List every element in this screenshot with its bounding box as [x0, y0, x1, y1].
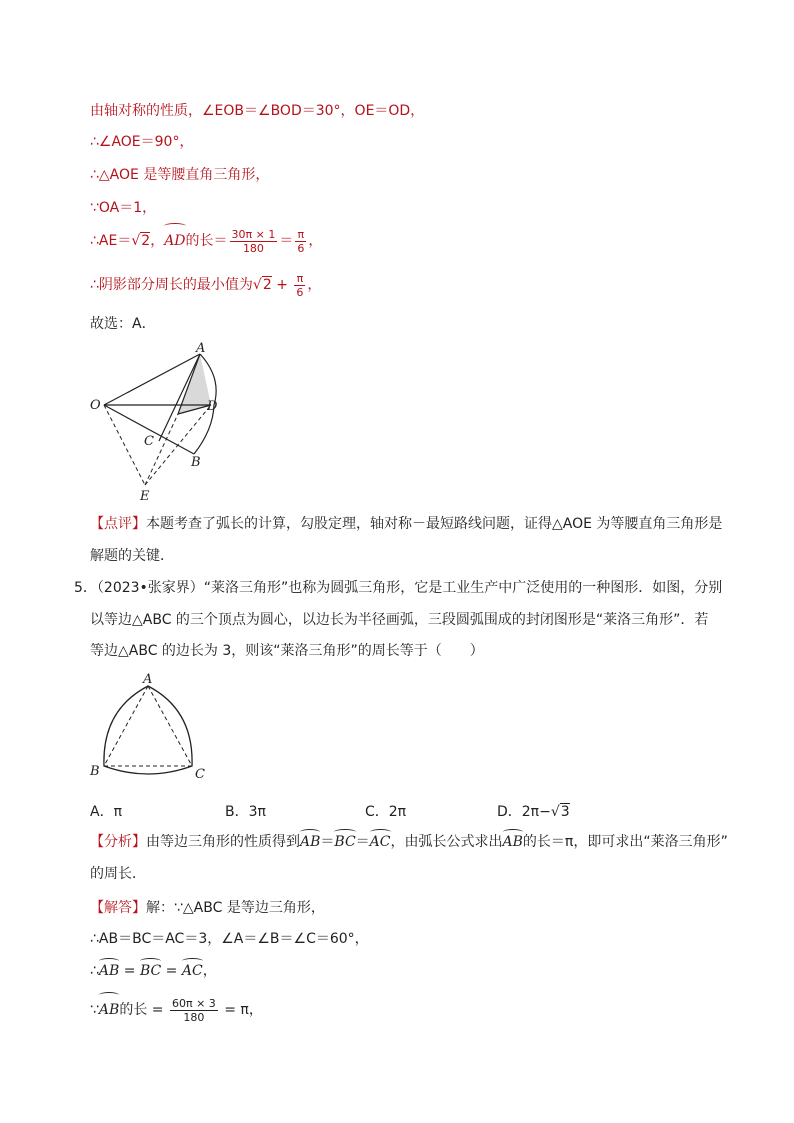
answer-line-3: ∴AB = BC = AC， [90, 963, 217, 979]
question-5-line-3: 等边△ABC 的边长为 3，则该“莱洛三角形”的周长等于（ ） [90, 643, 484, 659]
comment-tag: 【点评】 [90, 516, 146, 532]
point-label-o: O [90, 398, 101, 413]
fraction-60pi: $\frac{60\pi \times 3}{180}$ [171, 996, 216, 1024]
question-5-line-1: 5．（2023•张家界）“莱洛三角形”也称为圆弧三角形，它是工业生产中广泛使用的一种图形．如图，分别 [74, 580, 723, 596]
choice-line: 故选：A． [90, 316, 156, 332]
solution-line-4: ∵OA＝1， [90, 200, 157, 216]
point-label-d: D [207, 399, 218, 414]
triangle-label-b: B [90, 764, 100, 779]
geometry-figure-1 [88, 338, 238, 503]
solution-line-2: ∴∠AOE＝90°， [90, 134, 194, 150]
point-label-e: E [140, 489, 150, 503]
ae-prefix: ∴AE＝ [90, 233, 132, 249]
point-label-b: B [191, 455, 201, 470]
answer-line-1: 【解答】解：∵△ABC 是等边三角形， [90, 900, 325, 916]
analysis-line-2: 的周长． [90, 866, 146, 882]
comment-line-1: 【点评】本题考查了弧长的计算，勾股定理，轴对称－最短路线问题，证得△AOE 为等腰直角三角形是 [90, 516, 723, 532]
option-d: D．2π−√3 [497, 804, 570, 820]
ae-sqrt: 2 [141, 233, 151, 249]
triangle-label-c: C [195, 767, 205, 782]
arc-length-text: 的长＝ [185, 233, 228, 249]
solution-line-1: 由轴对称的性质，∠EOB＝∠BOD＝30°，OE＝OD， [90, 103, 425, 119]
answer-line-2: ∴AB＝BC＝AC＝3，∠A＝∠B＝∠C＝60°， [90, 931, 369, 947]
fraction-pi-6-b: $\frac{\pi}{6}$ [296, 271, 304, 299]
triangle-label-a: A [143, 672, 153, 687]
comment-line-2: 解题的关键． [90, 548, 174, 564]
solution-line-3: ∴△AOE 是等腰直角三角形， [90, 167, 270, 183]
answer-tag: 【解答】 [90, 900, 146, 916]
analysis-line-1: 【分析】由等边三角形的性质得到AB＝BC＝AC，由弧长公式求出AB的长＝π，即可求出“莱洛三角形” [90, 834, 728, 850]
option-b: B．3π [225, 804, 266, 820]
question-5-line-2: 以等边△ABC 的三个顶点为圆心，以边长为半径画弧，三段圆弧围成的封闭图形是“莱洛三角形”．若 [90, 612, 709, 628]
point-label-c: C [144, 434, 154, 449]
answer-line-4: ∵AB的长 = $\frac{60\pi \times 3}{180}$ = π， [90, 996, 263, 1024]
solution-line-6: ∴阴影部分周长的最小值为√2 + $\frac{\pi}{6}$ ， [90, 271, 322, 299]
arc-ad: AD [164, 226, 185, 256]
option-c: C．2π [365, 804, 407, 820]
fraction-pi-6: $\frac{\pi}{6}$ [297, 227, 305, 255]
point-label-a: A [196, 341, 206, 356]
analysis-tag: 【分析】 [90, 834, 146, 850]
option-a: A．π [90, 804, 123, 820]
solution-line-5: ∴AE＝√2，AD的长＝ $\frac{30\pi \times 1}{180}$ ＝ $\frac{\pi}{6}$ ， [90, 227, 323, 255]
reuleaux-triangle-figure [88, 670, 218, 785]
fraction-30pi: $\frac{30\pi \times 1}{180}$ [231, 227, 276, 255]
